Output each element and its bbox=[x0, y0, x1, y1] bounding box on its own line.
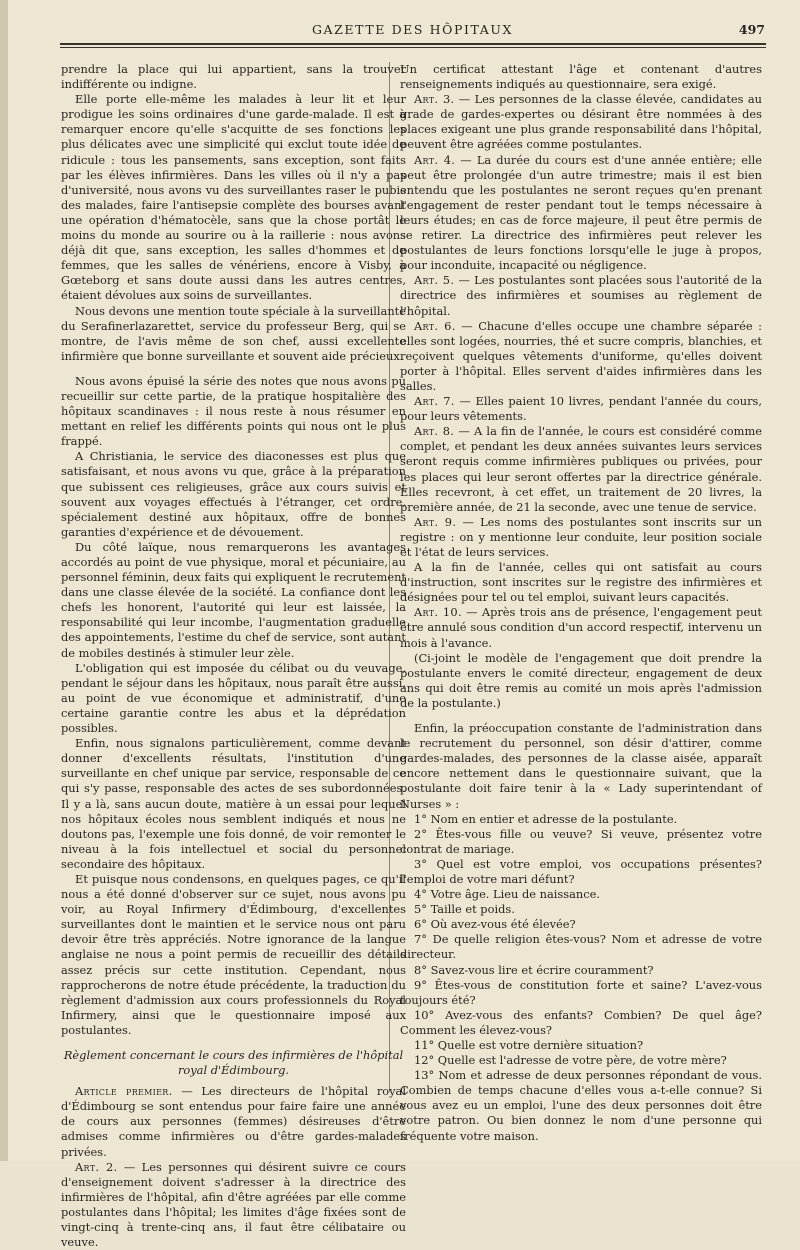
article-label: Art. 9. bbox=[414, 514, 457, 529]
article-label: Art. 5. bbox=[414, 273, 455, 288]
paragraph: Nous avons épuisé la série des notes que nous avons pu recueillir sur cette partie, de la pratique hospitalière des hôpitaux scandinaves : il nous reste à nous résumer en mettant en relief les différents points qui nous ont le plus frappé. bbox=[61, 373, 406, 449]
questionnaire-item: 3° Quel est votre emploi, vos occupations présentes? l'emploi de votre mari défunt? bbox=[400, 856, 762, 886]
article-text: — Elles paient 10 livres, pendant l'année du cours, pour leurs vêtements. bbox=[400, 394, 763, 424]
paragraph: A Christiania, le service des diaconesses est plus que satisfaisant, et nous avons vu que, grâce à la préparation que subissent ces religieuses, grâce aux cours suivis et souvent aux voyages effectués à l'étranger, cet ordre, spécialement destiné aux hôpitaux, offre de bonnes garanties d'expérience et de dévouement. bbox=[61, 449, 406, 539]
paragraph: prendre la place qui lui appartient, sans la trouver indifférente ou indigne. bbox=[61, 62, 406, 92]
page-number: 497 bbox=[738, 22, 765, 37]
questionnaire-item: 10° Avez-vous des enfants? Combien? De quel âge? Comment les élevez-vous? bbox=[400, 1007, 762, 1037]
article-paragraph bbox=[400, 273, 762, 318]
right-column bbox=[400, 62, 762, 1144]
questionnaire-item: 1° Nom en entier et adresse de la postulante. bbox=[414, 811, 678, 826]
questionnaire-item: 11° Quelle est votre dernière situation? bbox=[414, 1038, 644, 1052]
paragraph: Nous devons une mention toute spéciale à la surveillante du Serafinerlazarettet, service du professeur Berg, qui se montre, de l'avis même de son chef, aussi excellente infirmière que bonne surveillante et souvent aide précieux. bbox=[61, 303, 406, 363]
questionnaire-item: 4° Votre âge. Lieu de naissance. bbox=[414, 887, 600, 902]
paragraph: Du côté laïque, nous remarquerons les avantages accordés au point de vue physique, moral et pécuniaire, au personnel féminin, deux faits qui expliquent le recrutement dans une classe élevée de la société. La confiance dont les chefs les honorent, l'autorité qui leur est laissée, la responsabilité qui leur incombe, l'augmentation graduelle des appointements, l'estime du chef de service, sont autant de mobiles destinés à stimuler leur zèle. bbox=[61, 539, 406, 660]
paragraph: Elle porte elle-même les malades à leur lit et leur prodigue les soins ordinaires d'une garde-malade. Il est à remarquer encore qu'elle s'acquitte de ses fonctions les plus délicates avec une simplicité qui exclut toute idée de ridicule : tous les pansements, sans exception, sont faits par les élèves infirmières. Dans les villes où il n'y a pas d'université, nous avons vu des surveillantes raser le pubis des malades, faire l'antisepsie complète des bourses avant une opération d'hématocèle, sans que la chose portât le moins du monde au sourire ou à la raillerie : nous avons déjà dit que, sans exception, les salles d'hommes et de femmes, que les salles de vénériens, encore à Visby, à Gœteborg et sans doute aussi dans les autres centres, étaient dévolues aux soins de surveillantes. bbox=[61, 92, 406, 303]
paragraph: A la fin de l'année, celles qui ont satisfait au cours d'instruction, sont inscrites sur le registre des infirmières et désignées pour tel ou tel emploi, suivant leurs capacités. bbox=[400, 560, 762, 605]
article-text: — Les personnes de la classe élevée, candidates au grade de gardes-expertes ou désirant être nommées à des places exigeant une plus grande responsabilité dans l'hôpital, peuvent être agréées comme postulantes. bbox=[400, 92, 762, 152]
paragraph: Un certificat attestant l'âge et contenant d'autres renseignements indiqués au questionnaire, sera exigé. bbox=[400, 62, 762, 92]
journal-title: GAZETTE DES HÔPITAUX bbox=[311, 22, 514, 37]
article-text: — Les directeurs de l'hôpital royal d'Édimbourg se sont entendus pour faire faire une année de cours aux personnes (femmes) désireuses d'être admises comme infirmières ou d'être gardes-malades privées. bbox=[61, 1084, 406, 1159]
page-header bbox=[60, 22, 765, 40]
article-paragraph bbox=[400, 424, 762, 515]
article-text: — Les postulantes sont placées sous l'autorité de la directrice des infirmières et soumises au règlement de l'hôpital. bbox=[400, 273, 762, 318]
article-paragraph bbox=[400, 605, 762, 650]
paragraph: Et puisque nous condensons, en quelques pages, ce qu'il nous a été donné d'observer sur ce sujet, nous avons pu voir, au Royal Infirmery d'Édimbourg, d'excellentes surveillantes dont le maintien et le service nous ont paru devoir être très appréciés. Notre ignorance de la langue anglaise ne nous a point permis de recueillir des détails assez précis sur cette institution. Cependant, nous rapprocherons de notre étude précédente, la traduction du règlement d'admission aux cours professionnels du Royal Infirmery, ainsi que le questionnaire imposé aux postulantes. bbox=[61, 871, 406, 1037]
questionnaire-item: 9° Êtes-vous de constitution forte et saine? L'avez-vous toujours été? bbox=[400, 977, 762, 1007]
article-label: Art. 8. bbox=[414, 424, 455, 439]
article-paragraph bbox=[400, 153, 762, 274]
article-text: — Chacune d'elles occupe une chambre séparée : elles sont logées, nourries, thé et sucre compris, blanchies, et reçoivent quelques vêtements d'uniforme, qu'elles doivent porter à l'hôpital. Elles servent d'aides infirmières dans les salles. bbox=[400, 318, 762, 393]
paragraph: (Ci-joint le modèle de l'engagement que doit prendre la postulante envers le comité directeur, engagement de deux ans qui doit être remis au comité un mois après l'admission de la postulante.) bbox=[400, 650, 762, 710]
questionnaire-item: 13° Nom et adresse de deux personnes répondant de vous. Combien de temps chacune d'elles vous a-t-elle connue? Si vous avez eu un emploi, l'une des deux personnes doit être votre patron. Ou bien donnez le nom d'une personne qui fréquente votre maison. bbox=[400, 1068, 762, 1143]
article-paragraph bbox=[400, 319, 762, 394]
left-column bbox=[61, 62, 406, 1250]
article-label: Art. 4. bbox=[414, 152, 456, 167]
page-binding-edge bbox=[0, 0, 8, 1161]
header-rule-thick bbox=[60, 43, 766, 45]
article-text: — Les personnes qui désirent suivre ce cours d'enseignement doivent s'adresser à la directrice des infirmières de l'hôpital, afin d'être agréées par elle comme postulantes dans l'hôpital; les limites d'âge fixées sont de vingt-cinq à trente-cinq ans, il faut être célibataire ou veuve. bbox=[61, 1159, 406, 1250]
article-label: Art. 7. bbox=[414, 394, 455, 409]
article-label: Article premier. bbox=[75, 1084, 173, 1099]
article-paragraph bbox=[61, 1084, 406, 1159]
article-paragraph bbox=[61, 1160, 406, 1250]
questionnaire-item: 12° Quelle est l'adresse de votre père, de votre mère? bbox=[414, 1053, 727, 1068]
article-label: Art. 2. bbox=[75, 1159, 118, 1174]
article-paragraph bbox=[400, 92, 762, 152]
article-text: — A la fin de l'année, le cours est considéré comme complet, et pendant les deux années suivantes leurs services seront requis comme infirmières publiques ou privées, pour les places qui leur seront offertes par la directrice générale. Elles recevront, à cet effet, un traitement de 20 livres, la première année, de 21 la seconde, avec une tenue de service. bbox=[400, 424, 762, 514]
questionnaire-item: 2° Êtes-vous fille ou veuve? Si veuve, présentez votre contrat de mariage. bbox=[400, 826, 762, 856]
article-text: — Les noms des postulantes sont inscrits sur un registre : on y mentionne leur conduite, leur position sociale et l'état de leurs services. bbox=[400, 514, 762, 559]
article-paragraph bbox=[400, 394, 762, 424]
questionnaire-item: 8° Savez-vous lire et écrire couramment? bbox=[414, 962, 654, 977]
section-heading: Règlement concernant le cours des infirmières de l'hôpital royal d'Édimbourg. bbox=[63, 1048, 404, 1078]
questionnaire-item: 5° Taille et poids. bbox=[414, 902, 515, 917]
paragraph: L'obligation qui est imposée du célibat ou du veuvage, pendant le séjour dans les hôpitaux, nous paraît être aussi, au point de vue économique et administratif, d'une certaine garantie contre les abus et la déprédation possibles. bbox=[61, 660, 406, 736]
article-text: — Après trois ans de présence, l'engagement peut être annulé sous condition d'un accord respectif, intervenu un mois à l'avance. bbox=[400, 605, 762, 650]
article-paragraph bbox=[400, 515, 762, 560]
questionnaire-item: 6° Où avez-vous été élevée? bbox=[414, 917, 576, 932]
paragraph: Enfin, nous signalons particulièrement, comme devant donner d'excellents résultats, l'institution d'une surveillante en chef unique par service, responsable de ce qui s'y passe, responsable des actes de ses subordonnées. Il y a là, sans aucun doute, matière à un essai pour lequel nos hôpitaux écoles nous semblent indiqués et nous ne doutons pas, l'exemple une fois donné, de voir remonter le niveau à la fois intellectuel et social du personnel secondaire des hôpitaux. bbox=[61, 736, 406, 871]
header-rule-thin bbox=[60, 47, 766, 48]
article-label: Art. 10. bbox=[414, 605, 462, 620]
paragraph: Enfin, la préoccupation constante de l'administration dans le recrutement du personnel, son désir d'attirer, comme gardes-malades, des personnes de la classe aisée, apparaît encore nettement dans le questionnaire suivant, que la postulante doit faire tenir à la « Lady superintendant of Nurses » : bbox=[400, 721, 762, 811]
article-text: — La durée du cours est d'une année entière; elle peut être prolongée d'un autre trimestre; mais il est bien entendu que les postulantes ne seront reçues qu'en prenant l'engagement de rester pendant tout le temps nécessaire à leurs études; en cas de force majeure, il peut être permis de se retirer. La directrice des infirmières peut relever les postulantes de leurs fonctions lorsqu'elle le juge à propos, pour inconduite, incapacité ou négligence. bbox=[400, 152, 763, 273]
questionnaire-item: 7° De quelle religion êtes-vous? Nom et adresse de votre directeur. bbox=[400, 932, 762, 962]
article-label: Art. 6. bbox=[414, 318, 456, 333]
article-label: Art. 3. bbox=[414, 92, 455, 107]
